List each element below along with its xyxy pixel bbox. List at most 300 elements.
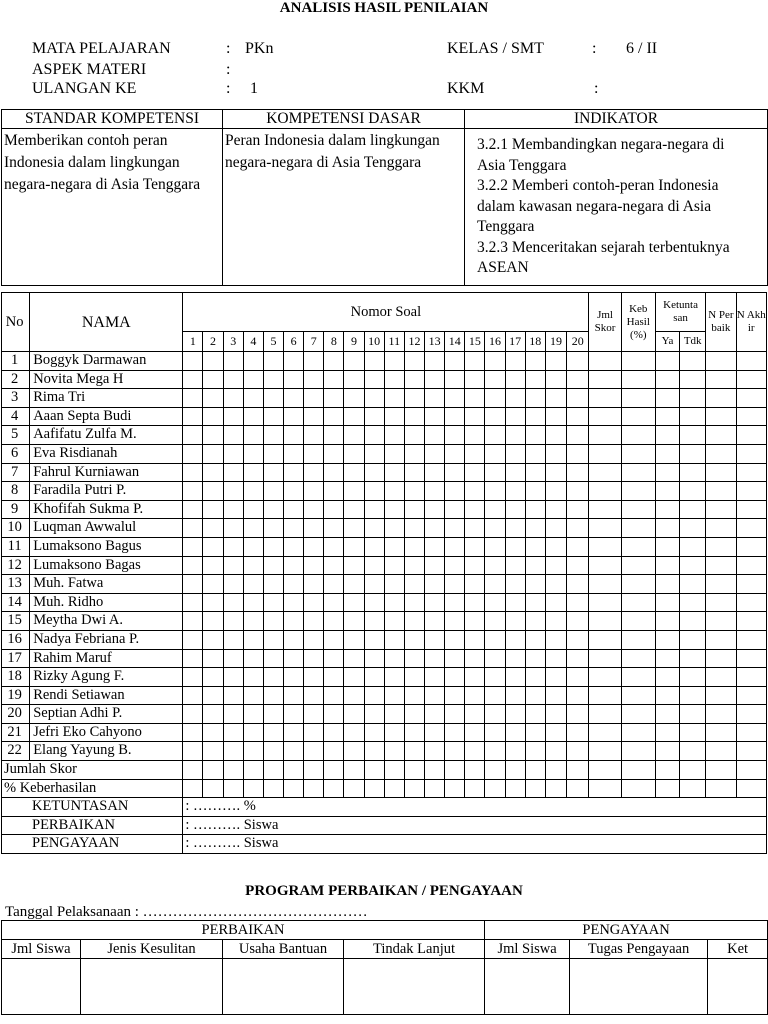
score-cell bbox=[384, 426, 404, 445]
student-no: 14 bbox=[2, 593, 30, 612]
score-cell bbox=[655, 519, 679, 538]
score-cell bbox=[404, 723, 424, 742]
score-cell bbox=[203, 463, 223, 482]
mapel-label: MATA PELAJARAN bbox=[32, 40, 171, 57]
score-cell bbox=[621, 686, 655, 705]
score-cell bbox=[545, 556, 566, 575]
score-cell bbox=[545, 389, 566, 408]
score-cell bbox=[736, 612, 767, 631]
score-cell bbox=[203, 389, 223, 408]
score-cell bbox=[324, 723, 344, 742]
score-cell bbox=[465, 779, 485, 798]
question-number: 17 bbox=[505, 332, 525, 352]
score-cell bbox=[736, 630, 767, 649]
score-cell bbox=[485, 482, 505, 501]
score-cell bbox=[344, 556, 364, 575]
score-cell bbox=[545, 686, 566, 705]
score-cell bbox=[505, 686, 525, 705]
score-cell bbox=[655, 575, 679, 594]
score-cell bbox=[304, 668, 324, 687]
score-cell bbox=[263, 761, 283, 780]
score-cell bbox=[589, 649, 621, 668]
score-cell bbox=[243, 761, 263, 780]
score-cell bbox=[404, 407, 424, 426]
score-cell bbox=[567, 463, 589, 482]
score-cell bbox=[344, 463, 364, 482]
score-cell bbox=[680, 779, 706, 798]
score-cell bbox=[284, 723, 304, 742]
score-cell bbox=[223, 463, 243, 482]
score-cell bbox=[621, 668, 655, 687]
score-cell bbox=[525, 519, 545, 538]
score-cell bbox=[263, 649, 283, 668]
summary-row bbox=[2, 816, 767, 835]
score-cell bbox=[263, 426, 283, 445]
score-cell bbox=[404, 482, 424, 501]
empty-cell bbox=[2, 959, 81, 1015]
score-cell bbox=[223, 426, 243, 445]
score-cell bbox=[545, 352, 566, 371]
score-cell bbox=[284, 761, 304, 780]
score-cell bbox=[505, 370, 525, 389]
score-cell bbox=[304, 705, 324, 724]
score-cell bbox=[655, 352, 679, 371]
standar-text: Memberikan contoh peran Indonesia dalam lingkungan negara-negara di Asia Tenggara bbox=[4, 132, 201, 193]
student-no: 2 bbox=[2, 370, 30, 389]
program-table bbox=[1, 920, 768, 1015]
score-cell bbox=[243, 389, 263, 408]
score-cell bbox=[203, 630, 223, 649]
score-cell bbox=[344, 575, 364, 594]
score-cell bbox=[243, 537, 263, 556]
score-cell bbox=[680, 519, 706, 538]
score-cell bbox=[545, 407, 566, 426]
table-row bbox=[2, 779, 767, 798]
score-cell bbox=[284, 742, 304, 761]
score-cell bbox=[284, 705, 304, 724]
table-row bbox=[2, 742, 767, 761]
score-cell bbox=[589, 537, 621, 556]
table-row bbox=[2, 389, 767, 408]
score-cell bbox=[680, 630, 706, 649]
score-cell bbox=[505, 407, 525, 426]
score-cell bbox=[525, 463, 545, 482]
score-cell bbox=[736, 556, 767, 575]
score-cell bbox=[384, 556, 404, 575]
student-name: Aaan Septa Budi bbox=[30, 407, 183, 426]
student-no: 21 bbox=[2, 723, 30, 742]
student-no: 6 bbox=[2, 444, 30, 463]
student-name: Novita Mega H bbox=[30, 370, 183, 389]
score-cell bbox=[485, 389, 505, 408]
score-cell bbox=[505, 575, 525, 594]
score-cell bbox=[621, 500, 655, 519]
score-cell bbox=[680, 407, 706, 426]
score-cell bbox=[655, 537, 679, 556]
score-cell bbox=[680, 352, 706, 371]
score-cell bbox=[344, 686, 364, 705]
score-cell bbox=[324, 668, 344, 687]
score-cell bbox=[680, 370, 706, 389]
score-cell bbox=[284, 389, 304, 408]
score-cell bbox=[706, 556, 736, 575]
score-cell bbox=[525, 482, 545, 501]
score-cell bbox=[223, 593, 243, 612]
jml-skor-header: Jml Skor bbox=[589, 293, 621, 352]
table-row bbox=[2, 575, 767, 594]
score-cell bbox=[183, 389, 203, 408]
score-cell bbox=[567, 537, 589, 556]
score-cell bbox=[425, 612, 445, 631]
score-cell bbox=[589, 389, 621, 408]
table-row bbox=[2, 649, 767, 668]
score-cell bbox=[263, 779, 283, 798]
student-no: 20 bbox=[2, 705, 30, 724]
score-cell bbox=[425, 649, 445, 668]
score-cell bbox=[324, 742, 344, 761]
score-cell bbox=[545, 668, 566, 687]
score-cell bbox=[680, 537, 706, 556]
ulangan-label: ULANGAN KE bbox=[32, 80, 137, 97]
score-cell bbox=[445, 612, 465, 631]
table-row bbox=[2, 723, 767, 742]
table-row bbox=[2, 686, 767, 705]
score-cell bbox=[243, 444, 263, 463]
score-cell bbox=[243, 556, 263, 575]
score-cell bbox=[567, 668, 589, 687]
col-jml-siswa-2: Jml Siswa bbox=[485, 940, 570, 959]
score-cell bbox=[183, 593, 203, 612]
n-perbaik-header: N Per baik bbox=[706, 293, 736, 352]
score-cell bbox=[404, 705, 424, 724]
student-name: Muh. Ridho bbox=[30, 593, 183, 612]
score-cell bbox=[706, 649, 736, 668]
score-cell bbox=[567, 482, 589, 501]
score-cell bbox=[243, 649, 263, 668]
score-cell bbox=[344, 407, 364, 426]
score-cell bbox=[364, 519, 384, 538]
score-cell bbox=[485, 426, 505, 445]
score-cell bbox=[183, 556, 203, 575]
score-cell bbox=[344, 705, 364, 724]
score-cell bbox=[384, 482, 404, 501]
score-cell bbox=[706, 575, 736, 594]
score-cell bbox=[680, 500, 706, 519]
score-cell bbox=[567, 742, 589, 761]
score-cell bbox=[589, 519, 621, 538]
score-table bbox=[1, 292, 767, 854]
score-cell bbox=[384, 593, 404, 612]
score-cell bbox=[655, 779, 679, 798]
score-cell bbox=[384, 519, 404, 538]
score-cell bbox=[304, 407, 324, 426]
score-cell bbox=[680, 575, 706, 594]
score-cell bbox=[525, 556, 545, 575]
ulangan-value: 1 bbox=[250, 80, 258, 97]
score-cell bbox=[505, 482, 525, 501]
score-cell bbox=[183, 500, 203, 519]
score-cell bbox=[545, 723, 566, 742]
score-cell bbox=[706, 761, 736, 780]
score-cell bbox=[485, 463, 505, 482]
score-cell bbox=[465, 575, 485, 594]
table-row bbox=[2, 761, 767, 780]
score-cell bbox=[223, 686, 243, 705]
score-cell bbox=[706, 426, 736, 445]
score-cell bbox=[485, 500, 505, 519]
score-cell bbox=[263, 556, 283, 575]
table-row bbox=[2, 630, 767, 649]
score-cell bbox=[485, 630, 505, 649]
score-cell bbox=[621, 389, 655, 408]
score-cell bbox=[655, 482, 679, 501]
score-cell bbox=[589, 761, 621, 780]
score-cell bbox=[223, 761, 243, 780]
score-cell bbox=[404, 556, 424, 575]
score-cell bbox=[621, 705, 655, 724]
score-cell bbox=[567, 705, 589, 724]
score-cell bbox=[505, 444, 525, 463]
score-cell bbox=[284, 463, 304, 482]
score-cell bbox=[736, 370, 767, 389]
score-cell bbox=[567, 407, 589, 426]
score-cell bbox=[203, 761, 223, 780]
score-cell bbox=[384, 779, 404, 798]
score-cell bbox=[525, 630, 545, 649]
score-cell bbox=[680, 426, 706, 445]
score-cell bbox=[567, 426, 589, 445]
score-cell bbox=[445, 407, 465, 426]
student-name: Rizky Agung F. bbox=[30, 668, 183, 687]
score-cell bbox=[445, 630, 465, 649]
score-cell bbox=[465, 444, 485, 463]
score-cell bbox=[263, 593, 283, 612]
score-cell bbox=[263, 352, 283, 371]
score-cell bbox=[304, 556, 324, 575]
score-cell bbox=[203, 612, 223, 631]
score-cell bbox=[263, 686, 283, 705]
score-cell bbox=[425, 500, 445, 519]
table-row bbox=[2, 426, 767, 445]
score-cell bbox=[425, 352, 445, 371]
score-cell bbox=[304, 649, 324, 668]
score-cell bbox=[384, 630, 404, 649]
score-cell bbox=[183, 686, 203, 705]
score-cell bbox=[324, 630, 344, 649]
score-cell bbox=[304, 519, 324, 538]
empty-cell bbox=[344, 959, 485, 1015]
student-name: Elang Yayung B. bbox=[30, 742, 183, 761]
score-cell bbox=[183, 519, 203, 538]
score-cell bbox=[525, 444, 545, 463]
score-cell bbox=[736, 723, 767, 742]
score-cell bbox=[203, 742, 223, 761]
student-no: 12 bbox=[2, 556, 30, 575]
student-name: Faradila Putri P. bbox=[30, 482, 183, 501]
score-cell bbox=[344, 519, 364, 538]
score-cell bbox=[324, 575, 344, 594]
score-cell bbox=[404, 370, 424, 389]
score-cell bbox=[183, 630, 203, 649]
score-cell bbox=[384, 444, 404, 463]
score-cell bbox=[525, 649, 545, 668]
score-cell bbox=[589, 352, 621, 371]
score-cell bbox=[621, 742, 655, 761]
score-cell bbox=[223, 612, 243, 631]
kelas-label: KELAS / SMT bbox=[447, 40, 544, 57]
score-cell bbox=[364, 444, 384, 463]
score-cell bbox=[589, 482, 621, 501]
score-cell bbox=[706, 537, 736, 556]
score-cell bbox=[680, 686, 706, 705]
score-cell bbox=[706, 668, 736, 687]
score-cell bbox=[223, 556, 243, 575]
score-cell bbox=[525, 500, 545, 519]
score-cell bbox=[384, 370, 404, 389]
score-cell bbox=[621, 723, 655, 742]
score-cell bbox=[465, 463, 485, 482]
score-cell bbox=[736, 761, 767, 780]
score-cell bbox=[567, 575, 589, 594]
score-cell bbox=[545, 370, 566, 389]
score-cell bbox=[655, 593, 679, 612]
score-cell bbox=[223, 482, 243, 501]
score-cell bbox=[284, 500, 304, 519]
score-cell bbox=[445, 352, 465, 371]
question-number: 11 bbox=[384, 332, 404, 352]
student-name: Septian Adhi P. bbox=[30, 705, 183, 724]
score-cell bbox=[505, 761, 525, 780]
score-cell bbox=[589, 426, 621, 445]
score-cell bbox=[324, 463, 344, 482]
score-cell bbox=[203, 519, 223, 538]
student-name: Lumaksono Bagas bbox=[30, 556, 183, 575]
score-cell bbox=[324, 593, 344, 612]
score-cell bbox=[445, 761, 465, 780]
score-cell bbox=[203, 352, 223, 371]
score-cell bbox=[425, 779, 445, 798]
score-cell bbox=[465, 407, 485, 426]
score-cell bbox=[243, 668, 263, 687]
score-cell bbox=[505, 723, 525, 742]
score-cell bbox=[263, 630, 283, 649]
score-cell bbox=[465, 705, 485, 724]
summary-row bbox=[2, 835, 767, 854]
score-cell bbox=[384, 649, 404, 668]
score-cell bbox=[621, 482, 655, 501]
score-cell bbox=[203, 426, 223, 445]
score-cell bbox=[263, 500, 283, 519]
score-cell bbox=[567, 761, 589, 780]
score-cell bbox=[465, 593, 485, 612]
score-cell bbox=[404, 612, 424, 631]
summary-row bbox=[2, 798, 767, 817]
score-cell bbox=[445, 482, 465, 501]
score-cell bbox=[589, 575, 621, 594]
score-cell bbox=[680, 463, 706, 482]
score-cell bbox=[655, 742, 679, 761]
score-cell bbox=[324, 519, 344, 538]
score-cell bbox=[465, 537, 485, 556]
score-cell bbox=[263, 668, 283, 687]
student-name: Luqman Awwalul bbox=[30, 519, 183, 538]
ketuntasan-header: Ketunta san bbox=[655, 293, 705, 332]
score-cell bbox=[485, 575, 505, 594]
student-no: 9 bbox=[2, 500, 30, 519]
score-cell bbox=[621, 463, 655, 482]
score-cell bbox=[404, 593, 424, 612]
score-cell bbox=[284, 668, 304, 687]
student-name: Fahrul Kurniawan bbox=[30, 463, 183, 482]
score-cell bbox=[485, 779, 505, 798]
score-cell bbox=[736, 482, 767, 501]
score-cell bbox=[525, 352, 545, 371]
score-cell bbox=[404, 519, 424, 538]
score-cell bbox=[736, 389, 767, 408]
perbaikan-header: PERBAIKAN bbox=[2, 921, 485, 940]
score-cell bbox=[655, 705, 679, 724]
score-cell bbox=[706, 389, 736, 408]
score-cell bbox=[736, 705, 767, 724]
score-cell bbox=[243, 463, 263, 482]
question-number: 2 bbox=[203, 332, 223, 352]
score-cell bbox=[183, 463, 203, 482]
score-cell bbox=[525, 723, 545, 742]
score-cell bbox=[263, 612, 283, 631]
summary-label: PERBAIKAN bbox=[2, 816, 183, 835]
score-cell bbox=[706, 779, 736, 798]
score-cell bbox=[567, 519, 589, 538]
keberhasilan-label: % Keberhasilan bbox=[2, 779, 183, 798]
score-cell bbox=[736, 593, 767, 612]
col-usaha-bantuan: Usaha Bantuan bbox=[223, 940, 344, 959]
score-cell bbox=[465, 482, 485, 501]
score-cell bbox=[485, 612, 505, 631]
score-cell bbox=[621, 444, 655, 463]
score-cell bbox=[621, 426, 655, 445]
student-name: Jefri Eko Cahyono bbox=[30, 723, 183, 742]
score-cell bbox=[364, 668, 384, 687]
student-name: Lumaksono Bagus bbox=[30, 537, 183, 556]
score-cell bbox=[183, 575, 203, 594]
score-cell bbox=[465, 723, 485, 742]
colon: : bbox=[226, 40, 231, 57]
score-cell bbox=[203, 723, 223, 742]
score-cell bbox=[344, 649, 364, 668]
score-cell bbox=[485, 705, 505, 724]
score-cell bbox=[243, 742, 263, 761]
score-cell bbox=[304, 389, 324, 408]
score-cell bbox=[384, 463, 404, 482]
student-no: 22 bbox=[2, 742, 30, 761]
score-cell bbox=[344, 370, 364, 389]
score-cell bbox=[525, 537, 545, 556]
score-cell bbox=[465, 370, 485, 389]
score-cell bbox=[304, 500, 324, 519]
score-cell bbox=[485, 593, 505, 612]
score-cell bbox=[304, 537, 324, 556]
score-cell bbox=[706, 612, 736, 631]
score-cell bbox=[655, 649, 679, 668]
score-cell bbox=[425, 537, 445, 556]
score-cell bbox=[203, 444, 223, 463]
score-cell bbox=[465, 668, 485, 687]
score-cell bbox=[680, 444, 706, 463]
score-cell bbox=[589, 370, 621, 389]
score-cell bbox=[243, 352, 263, 371]
score-cell bbox=[445, 723, 465, 742]
score-cell bbox=[706, 463, 736, 482]
